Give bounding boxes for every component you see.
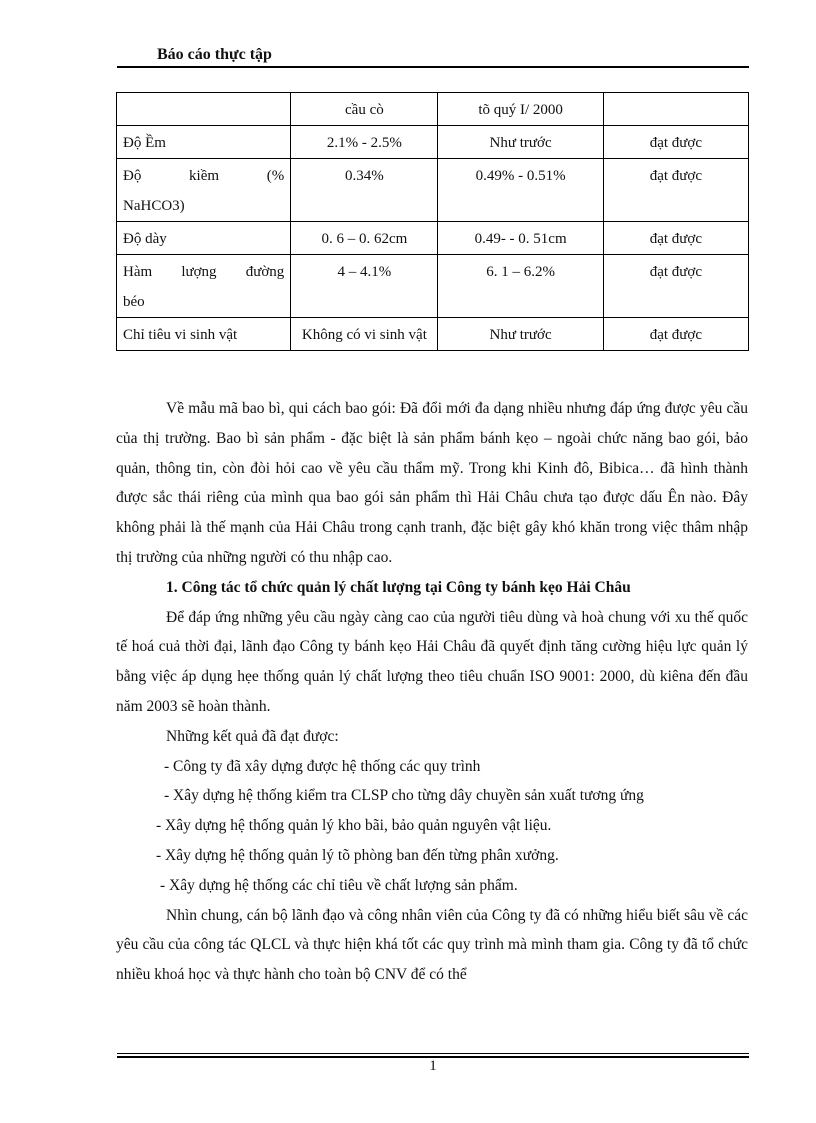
table-cell: 6. 1 – 6.2%	[438, 255, 603, 318]
table-cell	[117, 255, 291, 318]
table-row	[117, 159, 749, 222]
document-body	[116, 394, 748, 990]
table-row	[117, 318, 749, 351]
table-cell: Độ dày	[117, 222, 291, 255]
table-row	[117, 126, 749, 159]
paragraph-iso: Để đáp ứng những yêu cầu ngày càng cao của người tiêu dùng và hoà chung với xu thế quốc tế hoá cuả thời đại, lãnh đạo Công ty bánh kẹo Hải Châu đã quyết định tăng cường hiệu lực quản lý bằng việc áp dụng hẹe thống quản lý chất lượng theo tiêu chuẩn ISO 9001: 2000, dù kiêna đến đầu năm 2003 sẽ hoàn thành.	[116, 608, 748, 715]
table-cell: đạt được	[603, 318, 748, 351]
page-number: 1	[429, 1058, 437, 1074]
table-cell: 0.49% - 0.51%	[438, 159, 603, 222]
table-cell: tõ quý I/ 2000	[438, 93, 603, 126]
list-item: - Xây dựng hệ thống quản lý tõ phòng ban đến từng phân xưởng.	[156, 846, 559, 864]
cell-line: NaHCO3)	[123, 198, 185, 214]
table-row	[117, 222, 749, 255]
cell-line: béo	[123, 294, 145, 310]
table-cell: Như trước	[438, 126, 603, 159]
table-cell: 0. 6 – 0. 62cm	[291, 222, 438, 255]
cell-line: Độ kiềm (%	[123, 168, 285, 184]
table-cell: 0.34%	[291, 159, 438, 222]
header-rule	[117, 66, 749, 68]
table-cell	[117, 93, 291, 126]
paragraph-packaging: Về mẫu mã bao bì, qui cách bao gói: Đã đổi mới đa dạng nhiều nhưng đáp ứng được yêu cầu của thị trường. Bao bì sản phẩm - đặc biệt là sản phẩm bánh kẹo – ngoài chức năng bao gói, bảo quản, thông tin, còn đòi hỏi cao về yêu cầu thẩm mỹ. Trong khi Kinh đô, Bibica… đã hình thành được sắc thái riêng của mình qua bao gói sản phẩm thì Hải Châu chưa tạo được dấu Ên nào. Đây không phải là thế mạnh của Hải Châu trong cạnh tranh, đặc biệt gây khó khăn trong việc thâm nhập thị trường của những người có thu nhập cao.	[116, 400, 748, 566]
footer-rule	[117, 1053, 749, 1054]
page-header-title: Báo cáo thực tập	[157, 46, 272, 63]
table-cell: đạt được	[603, 255, 748, 318]
section-heading: 1. Công tác tổ chức quản lý chất lượng tại Công ty bánh kẹo Hải Châu	[166, 578, 631, 596]
table-cell: Không có vi sinh vật	[291, 318, 438, 351]
table-cell: 4 – 4.1%	[291, 255, 438, 318]
paragraph-conclusion: Nhìn chung, cán bộ lãnh đạo và công nhân viên của Công ty đã có những hiểu biết sâu về các yêu cầu của công tác QLCL và thực hiện khá tốt các quy trình mà mình tham gia. Công ty đã tổ chức nhiều khoá học và thực hành cho toàn bộ CNV để có thể	[116, 906, 748, 984]
table-cell: Như trước	[438, 318, 603, 351]
cell-line: Hàm lượng đường	[123, 264, 285, 280]
list-item: - Xây dựng hệ thống các chỉ tiêu về chất lượng sản phẩm.	[160, 876, 518, 894]
paragraph-results-intro: Những kết quả đã đạt được:	[166, 727, 339, 745]
table-cell	[117, 159, 291, 222]
table-cell: đạt được	[603, 222, 748, 255]
list-item: - Xây dựng hệ thống kiểm tra CLSP cho từng dây chuyền sản xuất tương ứng	[164, 787, 644, 805]
table-cell: Độ Ềm	[117, 126, 291, 159]
table-cell: đạt được	[603, 126, 748, 159]
table-row	[117, 255, 749, 318]
table-cell	[603, 93, 748, 126]
table-cell: đạt được	[603, 159, 748, 222]
table-cell: cầu cò	[291, 93, 438, 126]
table-cell: 0.49- - 0. 51cm	[438, 222, 603, 255]
list-item: - Xây dựng hệ thống quản lý kho bãi, bảo quản nguyên vật liệu.	[156, 817, 552, 835]
table-cell: 2.1% - 2.5%	[291, 126, 438, 159]
list-item: - Công ty đã xây dựng được hệ thống các quy trình	[164, 757, 481, 775]
table-cell: Chỉ tiêu vi sinh vật	[117, 318, 291, 351]
quality-spec-table	[116, 92, 749, 351]
table-row	[117, 93, 749, 126]
